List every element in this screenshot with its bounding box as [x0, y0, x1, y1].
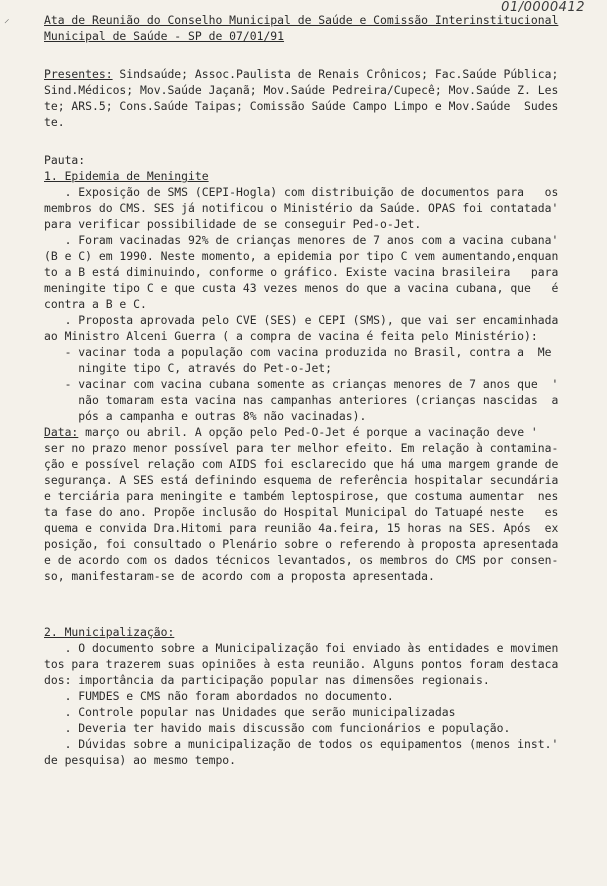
meningite-line: - vacinar toda a população com vacina produzida no Brasil, contra a Me	[44, 345, 552, 359]
meningite-line: . Proposta aprovada pelo CVE (SES) e CEPI (SMS), que vai ser encaminhada	[44, 313, 559, 327]
data-line: ção e possível relação com AIDS foi esclarecido que há uma margem grande de	[44, 457, 559, 471]
data-line: e de acordo com os dados técnicos levantados, os membros do CMS por consen-	[44, 553, 559, 567]
data-line: e terciária para meningite e também leptospirose, que costuma aumentar nes	[44, 489, 559, 503]
data-label: Data:	[44, 425, 79, 439]
municipalizacao-line: . O documento sobre a Municipalização foi enviado às entidades e movimen	[44, 641, 559, 655]
municipalizacao-line: . FUMDES e CMS não foram abordados no documento.	[44, 689, 394, 703]
data-line: ta fase do ano. Propõe inclusão do Hospital Municipal do Tatuapé neste es	[44, 505, 559, 519]
meningite-line: meningite tipo C e que custa 43 vezes menos do que a vacina cubana, que é	[44, 281, 559, 295]
meningite-line: to a B está diminuindo, conforme o gráfico. Existe vacina brasileira para	[44, 265, 559, 279]
municipalizacao-line: . Controle popular nas Unidades que serão municipalizadas	[44, 705, 456, 719]
meningite-line: . Foram vacinadas 92% de crianças menores de 7 anos com a vacina cubana'	[44, 233, 559, 247]
meningite-line: para verificar possibilidade de se conseguir Ped-o-Jet.	[44, 217, 422, 231]
pauta-section	[44, 152, 592, 768]
corner-mark: ⸍	[4, 17, 10, 30]
section-heading-meningite: 1. Epidemia de Meningite	[44, 169, 209, 183]
presentes-line: te; ARS.5; Cons.Saúde Taipas; Comissão Saúde Campo Limpo e Mov.Saúde Sudes	[44, 99, 559, 113]
presentes-line: Sindsaúde; Assoc.Paulista de Renais Crônicos; Fac.Saúde Pública;	[112, 67, 559, 81]
document-title-line-1: Ata de Reunião do Conselho Municipal de Saúde e Comissão Interinstitucional	[44, 13, 559, 27]
municipalizacao-line: . Dúvidas sobre a municipalização de todos os equipamentos (menos inst.'	[44, 737, 559, 751]
data-line: so, manifestaram-se de acordo com a proposta apresentada.	[44, 569, 435, 583]
meningite-line: membros do CMS. SES já notificou o Ministério da Saúde. OPAS foi contatada'	[44, 201, 559, 215]
data-line: quema e convida Dra.Hitomi para reunião 4a.feira, 15 horas na SES. Após ex	[44, 521, 559, 535]
presentes-section	[44, 66, 592, 130]
meningite-paragraphs	[44, 184, 592, 424]
meningite-line: - vacinar com vacina cubana somente as crianças menores de 7 anos que '	[44, 377, 559, 391]
meningite-line: pós a campanha e outras 8% não vacinadas).	[44, 409, 367, 423]
presentes-line: Sind.Médicos; Mov.Saúde Jaçanã; Mov.Saúde Pedreira/Cupecê; Mov.Saúde Z. Les	[44, 83, 559, 97]
data-line: posição, foi consultado o Plenário sobre o referendo à proposta apresentada	[44, 537, 559, 551]
meningite-line: ao Ministro Alceni Guerra ( a compra de vacina é feita pelo Ministério):	[44, 329, 538, 343]
data-line: segurança. A SES está definindo esquema de referência hospitalar secundária	[44, 473, 559, 487]
meningite-line: (B e C) em 1990. Neste momento, a epidemia por tipo C vem aumentando,enquan	[44, 249, 559, 263]
data-paragraph	[44, 440, 592, 584]
municipalizacao-line: tos para trazerem suas opiniões à esta reunião. Alguns pontos foram destaca	[44, 657, 559, 671]
presentes-line: te.	[44, 115, 65, 129]
presentes-label: Presentes:	[44, 67, 113, 81]
pauta-label: Pauta:	[44, 153, 86, 167]
municipalizacao-line: . Deveria ter havido mais discussão com funcionários e população.	[44, 721, 511, 735]
municipalizacao-line: de pesquisa) ao mesmo tempo.	[44, 753, 237, 767]
document-title-line-2: Municipal de Saúde - SP de 07/01/91	[44, 29, 285, 43]
municipalizacao-paragraphs	[44, 640, 592, 768]
document-body	[44, 12, 592, 768]
data-line: março ou abril. A opção pelo Ped-O-Jet é porque a vacinação deve '	[78, 425, 538, 439]
data-line: ser no prazo menor possível para ter melhor efeito. Em relação à contamina-	[44, 441, 559, 455]
meningite-line: ningite tipo C, através do Pet-o-Jet;	[44, 361, 333, 375]
section-heading-municipalizacao: 2. Municipalização:	[44, 625, 175, 639]
meningite-line: contra a B e C.	[44, 297, 147, 311]
archive-stamp: 01/0000412	[501, 0, 585, 15]
meningite-line: não tomaram esta vacina nas campanhas anteriores (crianças nascidas a	[44, 393, 559, 407]
meningite-line: . Exposição de SMS (CEPI-Hogla) com distribuição de documentos para os	[44, 185, 559, 199]
municipalizacao-line: dos: importância da participação popular nas dimensões regionais.	[44, 673, 490, 687]
